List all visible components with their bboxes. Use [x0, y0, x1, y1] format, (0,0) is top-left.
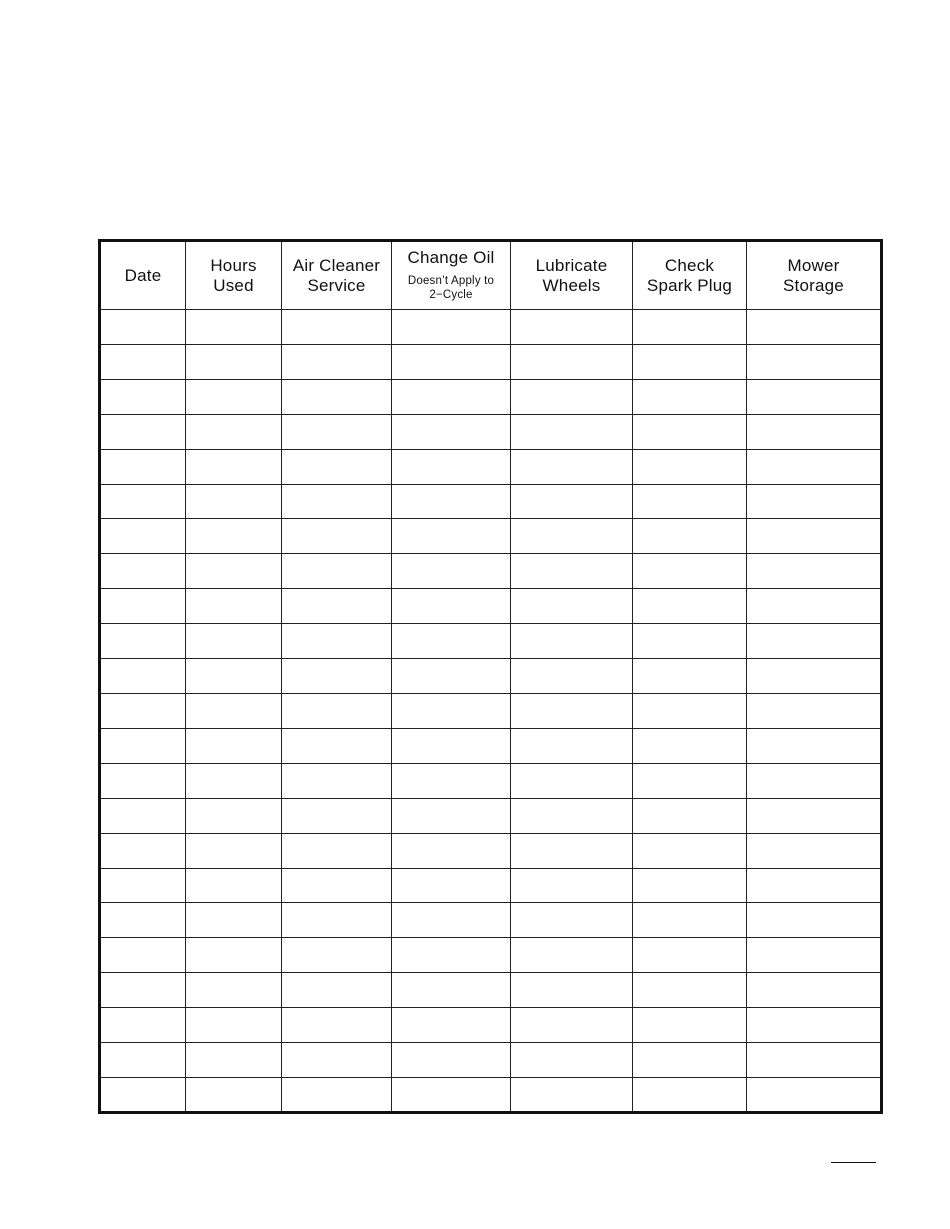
- log-entry-cell: [747, 833, 882, 868]
- table-row: [100, 344, 882, 379]
- log-entry-cell: [633, 414, 747, 449]
- log-entry-cell: [392, 659, 511, 694]
- log-entry-cell: [186, 728, 282, 763]
- log-entry-cell: [186, 414, 282, 449]
- table-row: [100, 484, 882, 519]
- log-entry-cell: [282, 624, 392, 659]
- log-entry-cell: [511, 659, 633, 694]
- page-number-rule: [831, 1162, 876, 1163]
- column-header-check-spark-plug: [633, 241, 747, 310]
- log-entry-cell: [633, 798, 747, 833]
- log-entry-cell: [392, 693, 511, 728]
- log-entry-cell: [747, 659, 882, 694]
- log-entry-cell: [633, 833, 747, 868]
- log-entry-cell: [633, 484, 747, 519]
- log-entry-cell: [633, 693, 747, 728]
- log-entry-cell: [100, 414, 186, 449]
- log-entry-cell: [186, 554, 282, 589]
- log-entry-cell: [100, 379, 186, 414]
- log-entry-cell: [511, 868, 633, 903]
- log-entry-cell: [511, 310, 633, 345]
- log-entry-cell: [747, 868, 882, 903]
- log-entry-cell: [392, 414, 511, 449]
- log-table-body: [100, 310, 882, 1113]
- log-entry-cell: [100, 728, 186, 763]
- column-header-label: Mower Storage: [783, 255, 844, 295]
- log-entry-cell: [633, 1008, 747, 1043]
- log-entry-cell: [100, 868, 186, 903]
- log-entry-cell: [392, 554, 511, 589]
- log-entry-cell: [186, 798, 282, 833]
- log-entry-cell: [100, 693, 186, 728]
- log-entry-cell: [633, 344, 747, 379]
- log-entry-cell: [511, 903, 633, 938]
- table-row: [100, 414, 882, 449]
- table-row: [100, 973, 882, 1008]
- log-entry-cell: [100, 484, 186, 519]
- log-entry-cell: [282, 449, 392, 484]
- table-row: [100, 763, 882, 798]
- log-entry-cell: [186, 833, 282, 868]
- log-entry-cell: [282, 379, 392, 414]
- log-entry-cell: [186, 344, 282, 379]
- log-entry-cell: [186, 763, 282, 798]
- column-header-change-oil: [392, 241, 511, 310]
- log-entry-cell: [100, 1043, 186, 1078]
- table-row: [100, 589, 882, 624]
- log-entry-cell: [633, 868, 747, 903]
- log-entry-cell: [633, 763, 747, 798]
- column-header-lubricate-wheels: [511, 241, 633, 310]
- column-header-air-cleaner-service: [282, 241, 392, 310]
- log-entry-cell: [100, 798, 186, 833]
- table-row: [100, 659, 882, 694]
- log-entry-cell: [282, 519, 392, 554]
- table-row: [100, 693, 882, 728]
- log-entry-cell: [392, 868, 511, 903]
- log-entry-cell: [392, 973, 511, 1008]
- log-entry-cell: [511, 973, 633, 1008]
- maintenance-log-table: [98, 239, 883, 1114]
- log-entry-cell: [511, 693, 633, 728]
- log-entry-cell: [511, 938, 633, 973]
- log-entry-cell: [282, 868, 392, 903]
- log-entry-cell: [186, 1043, 282, 1078]
- log-entry-cell: [282, 414, 392, 449]
- column-header-label: Check Spark Plug: [646, 255, 733, 295]
- log-entry-cell: [633, 589, 747, 624]
- log-entry-cell: [100, 903, 186, 938]
- log-entry-cell: [511, 484, 633, 519]
- log-entry-cell: [747, 484, 882, 519]
- log-entry-cell: [100, 589, 186, 624]
- log-entry-cell: [633, 728, 747, 763]
- log-entry-cell: [511, 554, 633, 589]
- log-entry-cell: [511, 379, 633, 414]
- log-entry-cell: [100, 1008, 186, 1043]
- table-row: [100, 310, 882, 345]
- table-row: [100, 938, 882, 973]
- log-entry-cell: [186, 903, 282, 938]
- log-entry-cell: [186, 659, 282, 694]
- table-row: [100, 798, 882, 833]
- log-entry-cell: [511, 589, 633, 624]
- log-entry-cell: [392, 379, 511, 414]
- log-entry-cell: [511, 1043, 633, 1078]
- log-entry-cell: [633, 310, 747, 345]
- log-entry-cell: [633, 1077, 747, 1112]
- log-entry-cell: [392, 1008, 511, 1043]
- log-entry-cell: [747, 763, 882, 798]
- log-entry-cell: [186, 310, 282, 345]
- log-entry-cell: [392, 310, 511, 345]
- log-entry-cell: [100, 449, 186, 484]
- column-header-date: [100, 241, 186, 310]
- log-entry-cell: [392, 344, 511, 379]
- log-entry-cell: [282, 693, 392, 728]
- log-entry-cell: [392, 449, 511, 484]
- log-entry-cell: [747, 903, 882, 938]
- log-entry-cell: [747, 310, 882, 345]
- log-entry-cell: [511, 798, 633, 833]
- log-entry-cell: [511, 1077, 633, 1112]
- log-entry-cell: [282, 833, 392, 868]
- log-entry-cell: [633, 554, 747, 589]
- log-entry-cell: [747, 938, 882, 973]
- table-row: [100, 379, 882, 414]
- column-header-label: Date: [124, 265, 162, 285]
- table-row: [100, 519, 882, 554]
- log-entry-cell: [511, 1008, 633, 1043]
- log-entry-cell: [186, 624, 282, 659]
- column-header-note: Doesn’t Apply to 2−Cycle: [407, 275, 495, 301]
- table-row: [100, 903, 882, 938]
- log-entry-cell: [511, 344, 633, 379]
- log-entry-cell: [747, 798, 882, 833]
- log-entry-cell: [747, 1008, 882, 1043]
- table-row: [100, 554, 882, 589]
- log-entry-cell: [747, 1043, 882, 1078]
- column-header-label: Lubricate Wheels: [535, 255, 608, 295]
- table-row: [100, 868, 882, 903]
- log-entry-cell: [282, 589, 392, 624]
- log-entry-cell: [633, 519, 747, 554]
- log-entry-cell: [186, 589, 282, 624]
- log-entry-cell: [511, 519, 633, 554]
- log-entry-cell: [100, 1077, 186, 1112]
- log-entry-cell: [186, 868, 282, 903]
- log-entry-cell: [392, 903, 511, 938]
- log-entry-cell: [186, 449, 282, 484]
- column-header-label: Change Oil: [407, 248, 495, 267]
- log-entry-cell: [747, 344, 882, 379]
- log-entry-cell: [282, 728, 392, 763]
- log-entry-cell: [282, 659, 392, 694]
- log-entry-cell: [747, 554, 882, 589]
- column-header-mower-storage: [747, 241, 882, 310]
- log-entry-cell: [282, 938, 392, 973]
- log-entry-cell: [100, 624, 186, 659]
- log-entry-cell: [282, 798, 392, 833]
- log-entry-cell: [747, 973, 882, 1008]
- log-entry-cell: [186, 1077, 282, 1112]
- column-header-hours-used: [186, 241, 282, 310]
- log-entry-cell: [100, 833, 186, 868]
- log-entry-cell: [282, 1043, 392, 1078]
- log-entry-cell: [747, 624, 882, 659]
- table-row: [100, 624, 882, 659]
- log-entry-cell: [633, 379, 747, 414]
- log-entry-cell: [282, 973, 392, 1008]
- log-entry-cell: [633, 659, 747, 694]
- log-entry-cell: [633, 903, 747, 938]
- log-entry-cell: [186, 938, 282, 973]
- log-entry-cell: [100, 310, 186, 345]
- log-entry-cell: [633, 938, 747, 973]
- log-entry-cell: [186, 1008, 282, 1043]
- log-entry-cell: [511, 728, 633, 763]
- table-row: [100, 449, 882, 484]
- table-row: [100, 1077, 882, 1112]
- log-entry-cell: [282, 1077, 392, 1112]
- log-entry-cell: [186, 519, 282, 554]
- log-entry-cell: [100, 344, 186, 379]
- log-entry-cell: [633, 1043, 747, 1078]
- log-entry-cell: [100, 973, 186, 1008]
- log-entry-cell: [392, 798, 511, 833]
- log-entry-cell: [633, 973, 747, 1008]
- log-entry-cell: [747, 414, 882, 449]
- log-entry-cell: [282, 310, 392, 345]
- log-entry-cell: [392, 728, 511, 763]
- log-entry-cell: [186, 973, 282, 1008]
- log-entry-cell: [100, 763, 186, 798]
- log-entry-cell: [633, 449, 747, 484]
- column-header-label: Air Cleaner Service: [292, 255, 381, 295]
- log-entry-cell: [282, 484, 392, 519]
- log-entry-cell: [100, 519, 186, 554]
- log-entry-cell: [747, 693, 882, 728]
- table-row: [100, 1008, 882, 1043]
- log-entry-cell: [747, 379, 882, 414]
- log-entry-cell: [747, 589, 882, 624]
- log-entry-cell: [511, 414, 633, 449]
- log-entry-cell: [511, 763, 633, 798]
- log-entry-cell: [392, 1043, 511, 1078]
- log-entry-cell: [392, 589, 511, 624]
- log-entry-cell: [511, 449, 633, 484]
- log-entry-cell: [392, 833, 511, 868]
- log-entry-cell: [282, 1008, 392, 1043]
- log-entry-cell: [282, 903, 392, 938]
- log-entry-cell: [186, 484, 282, 519]
- log-entry-cell: [511, 833, 633, 868]
- log-entry-cell: [282, 554, 392, 589]
- log-entry-cell: [392, 484, 511, 519]
- log-entry-cell: [747, 449, 882, 484]
- log-entry-cell: [392, 763, 511, 798]
- table-row: [100, 1043, 882, 1078]
- table-row: [100, 833, 882, 868]
- log-entry-cell: [186, 379, 282, 414]
- log-entry-cell: [747, 728, 882, 763]
- table-row: [100, 728, 882, 763]
- header-row: [100, 241, 882, 310]
- log-entry-cell: [747, 1077, 882, 1112]
- log-entry-cell: [392, 519, 511, 554]
- log-entry-cell: [100, 938, 186, 973]
- log-entry-cell: [392, 1077, 511, 1112]
- log-entry-cell: [747, 519, 882, 554]
- log-entry-cell: [511, 624, 633, 659]
- log-entry-cell: [282, 763, 392, 798]
- log-entry-cell: [392, 938, 511, 973]
- column-header-label: Hours Used: [210, 255, 257, 295]
- log-entry-cell: [100, 554, 186, 589]
- log-entry-cell: [100, 659, 186, 694]
- log-entry-cell: [186, 693, 282, 728]
- log-entry-cell: [633, 624, 747, 659]
- log-entry-cell: [392, 624, 511, 659]
- log-entry-cell: [282, 344, 392, 379]
